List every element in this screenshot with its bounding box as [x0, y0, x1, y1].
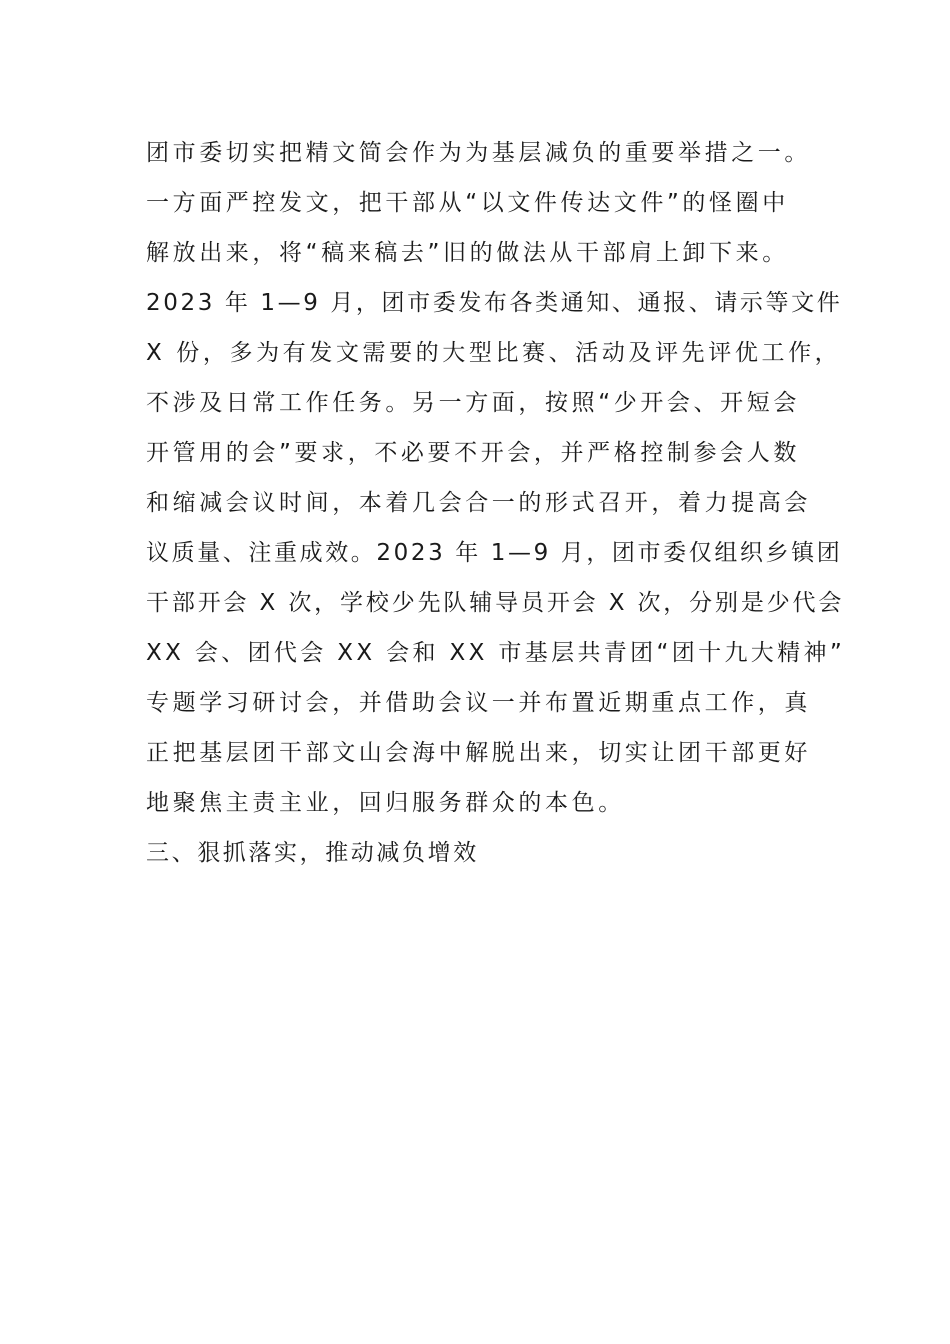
- paragraph-line-4: 2023 年 1—9 月，团市委发布各类通知、通报、请示等文件: [146, 290, 843, 316]
- paragraph-line-12: 专题学习研讨会，并借助会议一并布置近期重点工作，真: [146, 690, 811, 716]
- paragraph-line-8: 和缩减会议时间，本着几会合一的形式召开，着力提高会: [146, 490, 811, 516]
- paragraph-line-13: 正把基层团干部文山会海中解脱出来，切实让团干部更好: [146, 740, 811, 766]
- paragraph-line-5: X 份，多为有发文需要的大型比赛、活动及评先评优工作，: [146, 340, 842, 366]
- paragraph-line-7: 开管用的会”要求，不必要不开会，并严格控制参会人数: [146, 440, 800, 466]
- section-heading: 三、狠抓落实，推动减负增效: [146, 840, 479, 866]
- paragraph-line-9: 议质量、注重成效。2023 年 1—9 月，团市委仅组织乡镇团: [146, 540, 843, 566]
- paragraph-line-10: 干部开会 X 次，学校少先队辅导员开会 X 次，分别是少代会: [146, 590, 845, 616]
- paragraph-line-3: 解放出来，将“稿来稿去”旧的做法从干部肩上卸下来。: [146, 240, 789, 266]
- paragraph-line-11: XX 会、团代会 XX 会和 XX 市基层共青团“团十九大精神”: [146, 640, 846, 666]
- paragraph-line-2: 一方面严控发文，把干部从“以文件传达文件”的怪圈中: [146, 190, 789, 216]
- paragraph-line-6: 不涉及日常工作任务。另一方面，按照“少开会、开短会: [146, 390, 800, 416]
- paragraph-line-1: 团市委切实把精文简会作为为基层减负的重要举措之一。: [146, 140, 811, 166]
- paragraph-line-14: 地聚焦主责主业，回归服务群众的本色。: [146, 790, 625, 816]
- body-text: [146, 128, 846, 878]
